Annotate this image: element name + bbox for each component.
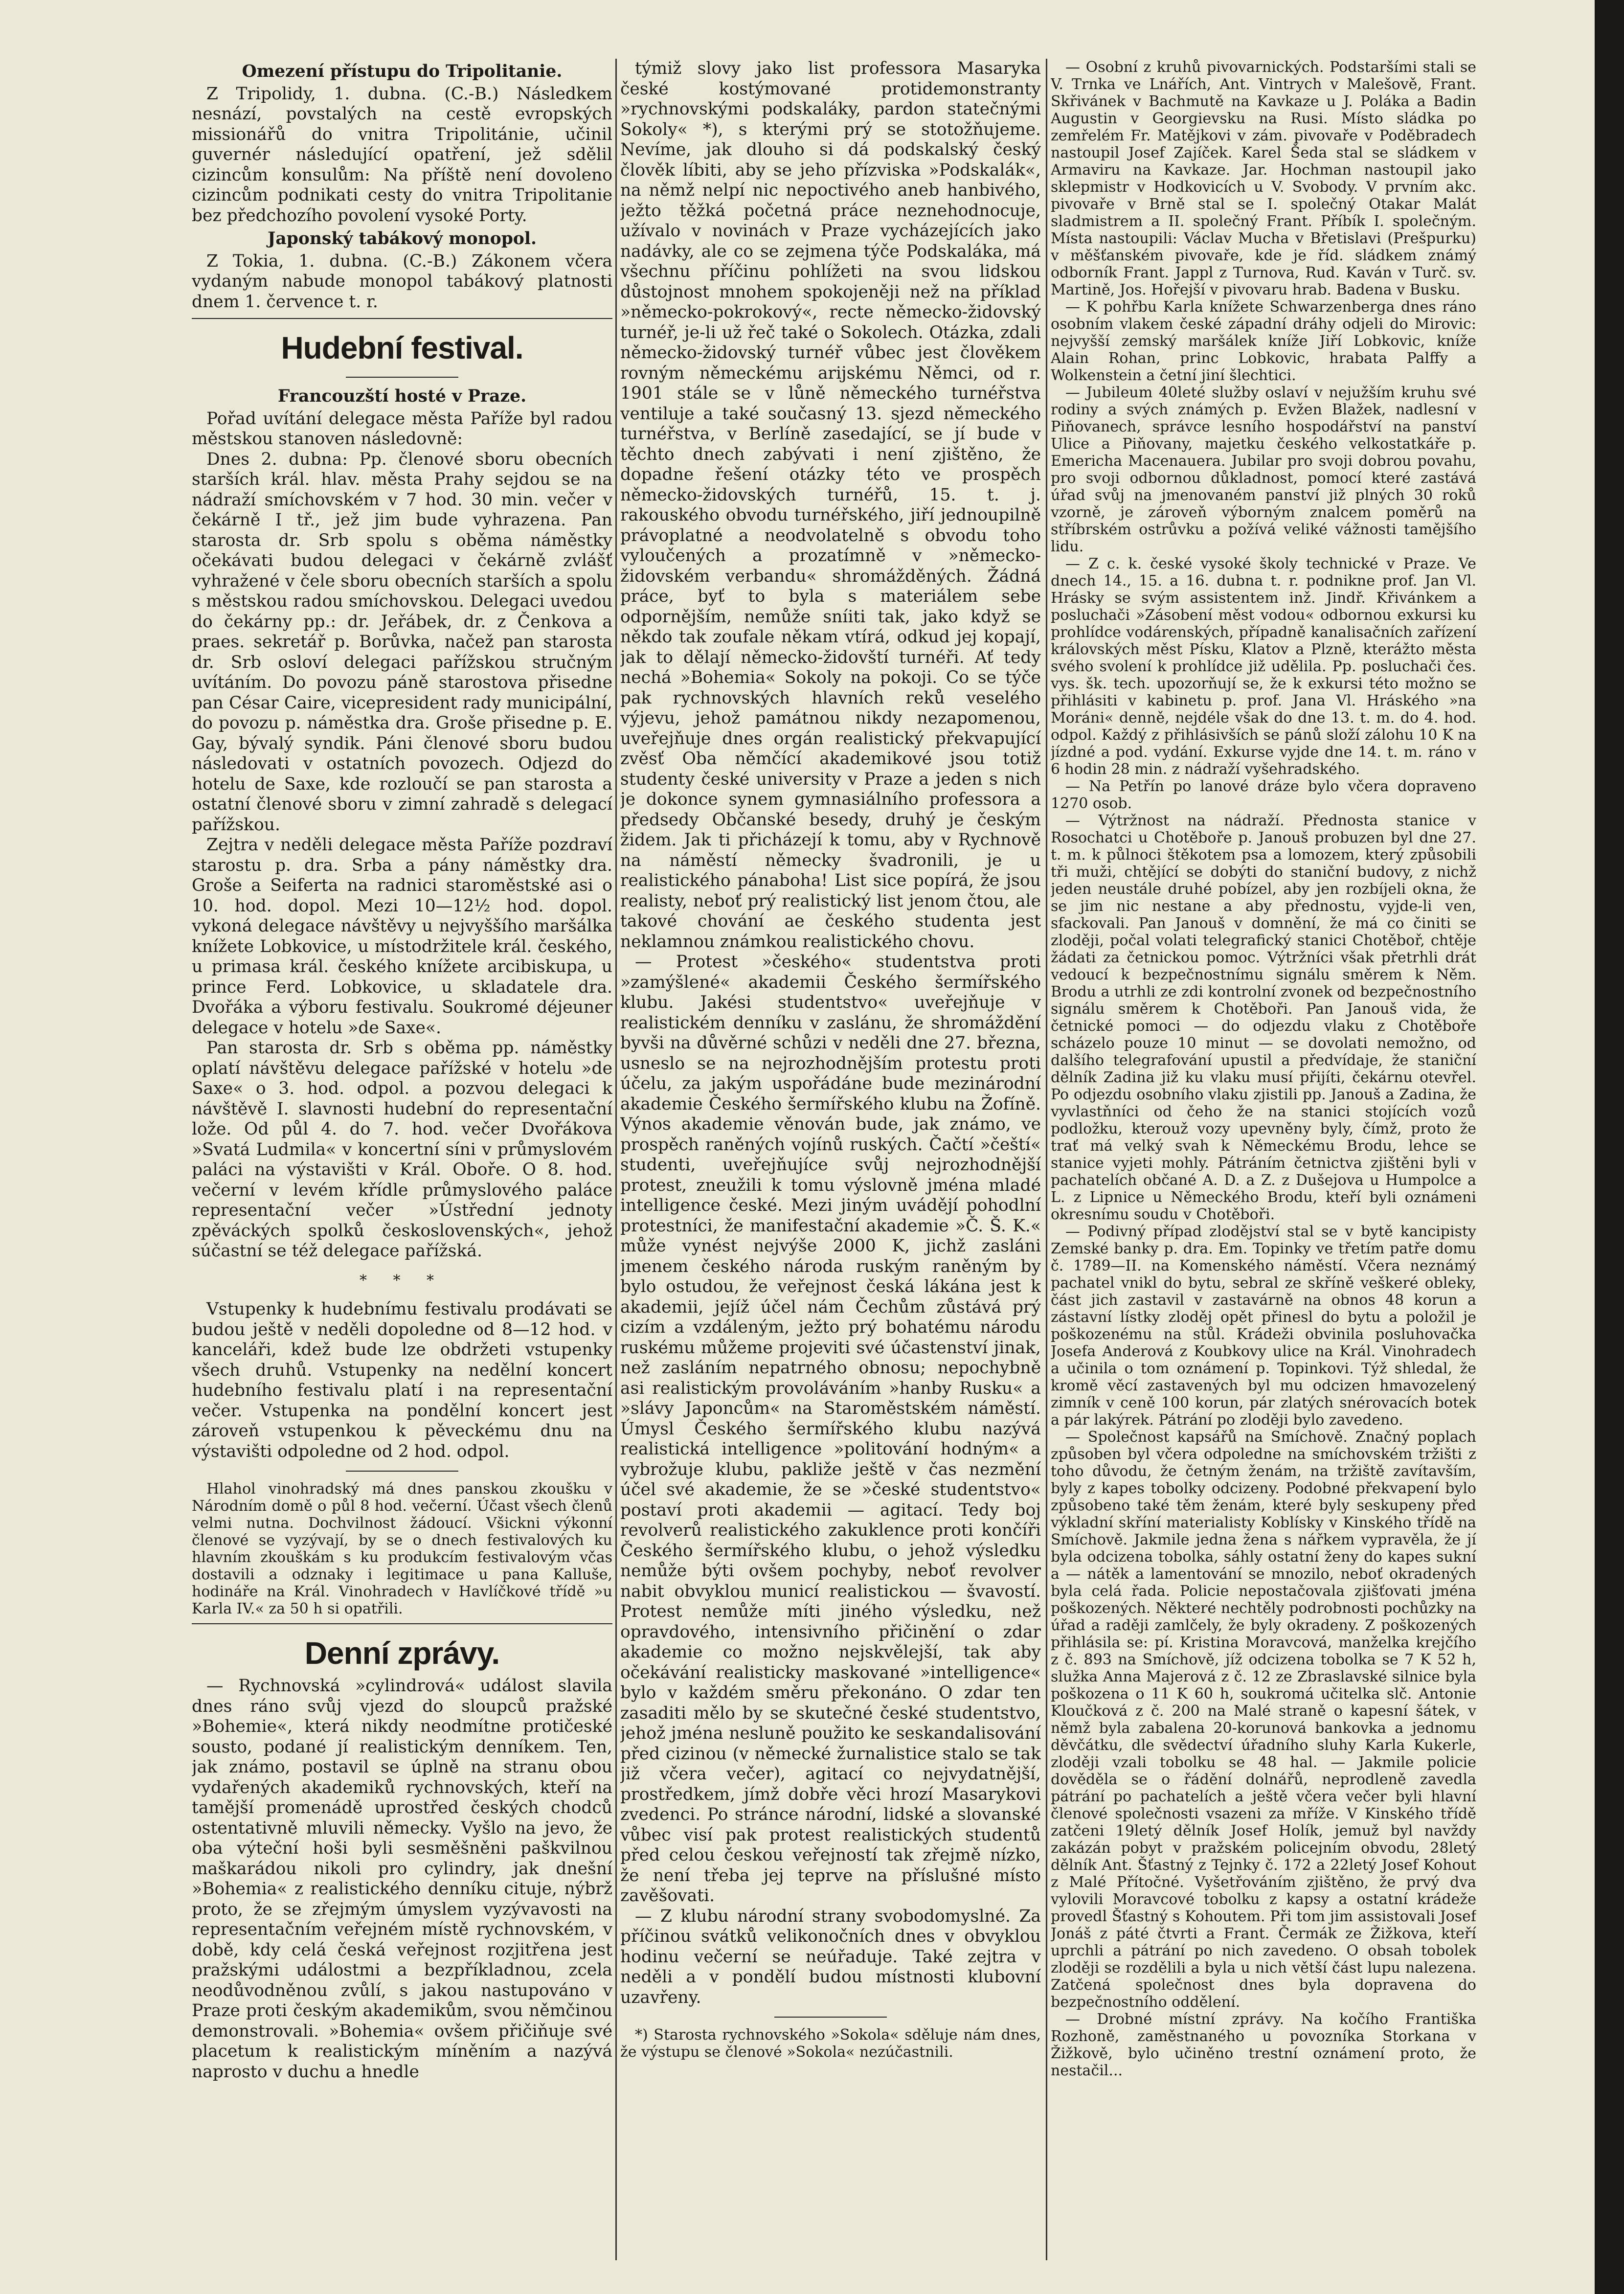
article-vytrznost: — Výtržnost na nádraží. Přednosta stanice v Rosochatci u Chotěboře p. Janouš probuzen byl dne 27. t. m. k půlnoci štěkotem psa a lomozem, který způsobili tři muži, chtějící se dobýti do staniční budovy, z nichž jeden neustále druhé pobízel, aby jen rozbíjeli okna, že se jim nic nestane a aby přednostu, vyjde-li ven, sfackovali. Pan Janouš v domnění, že má co činiti se zloději, počal volati telegrafický stanici Chotěboř, chtěje žádati za četnickou pomoc. Výtržníci však přetrhli drát vedoucí k bezpečnostnímu signálu směrem k Něm. Brodu a utrhli ze zdi kontrolní zvonek od bezpečnostního signálu směrem k Chotěboři. Pan Janouš vida, že četnické pomoci — do odjezdu vlaku z Chotěboře scházelo pouze 10 minut — se dovolati nemožno, od dalšího telegrafování upustil a předvídaje, že staniční dělník Zadina již ku vlaku musí přijíti, čekárnu otevřel. Po odjezdu osobního vlaku zjistili pp. Janouš a Zadina, že vyvlastňníci od čeho že na stanici stojících vozů podložku, kterouž vozy upevněny byly, čímž, proto že trať má velký svah k Německému Brodu, lehce se stanice vyjeti mohly. Pátráním četnictva zjištěni byli v pachatelích občané A. D. a Z. z Dušejova u Humpolce a L. z Lipnice u Německého Brodu, kteří byli oznámeni okresnímu soudu v Chotěboři. <box>1051 812 1476 1223</box>
article-rychnov: — Rychnovská »cylindrová« událost slavila dnes ráno svůj vjezd do sloupců pražské »Bohemie«, která nikdy neodmítne protičeské sousto, podané jí realistickým denníkem. Ten, jak známo, postavil se úplně na stranu obou vydařených akademiků rychnovských, kteří na tamější promenádě uprostřed českých chodců ostentativně mluvili německy. Vyšlo na jevo, že oba výteční hoši byli sesměšněni paškvilnou maškarádou nikoli pro cylindry, jak dnešní »Bohemia« z realistického denníku cituje, nýbrž proto, že se zřejmým úmyslem vyzývavosti na representačním veřejném místě rychnovském, v době, kdy celá česká veřejnost rozjitřena jest pražskými událostmi a bezpříkladnou, zcela neodůvodněnou zvůlí, s jakou nastupováno v Praze proti českým akademikům, svou němčinou demonstrovali. »Bohemia« ovšem přičiňuje své placetum k realistickým míněním a nazývá naprosto v duchu a hnedle <box>192 1676 612 2082</box>
article-skola: — Z c. k. české vysoké školy technické v Praze. Ve dnech 14., 15. a 16. dubna t. r. podnikne prof. Jan Vl. Hrásky se svým assistentem inž. Jindř. Křivánkem a posluchači »Zásobení měst vodou« odbornou exkursi ku prohlídce vodárenských, případně kanalisačních zařízení královských měst Písku, Klatov a Plzně, kterážto města svého svolení k prohlídce již udělila. Pp. posluchači čes. vys. šk. tech. upozorňují se, že k exkursi této možno se přihlásiti v kabinetu p. prof. Jana Vl. Hráského »na Moráni« denně, nejdéle však do dne 13. t. m. do 4. hod. odpol. Každý z přihlásivších se pánů složí zálohu 10 K na jízdné a pod. vydání. Exkurse vyjde dne 14. t. m. ráno v 6 hodin 28 min. z nádraží vyšehradského. <box>1051 555 1476 778</box>
page-edge <box>1595 0 1624 2294</box>
article-rychnov-cont: týmiž slovy jako list professora Masaryka české kostýmované protidemonstranty »rychnovskými podskaláky, pardon statečnými Sokoly« *), s kterými prý se stotožňujeme. Nevíme, jak dlouho si dá podskalský český člověk líbiti, aby se jeho přízviska »Podskalák«, na němž nelpí nic nepoctivého aneb hanbivého, ježto těžká početná práce neznehodnocuje, užívalo v novinách v Praze vycházejících jako nadávky, ale co se zejmena týče Podskaláka, má všechnu příčinu pohlížeti na svou lidskou důstojnost mnohem spokojeněji než na příklad »německo-pokrokový«, recte německo-židovský turnéř, je-li už řeč také o Sokolech. Otázka, zdali německo-židovský turnéř vůbec jest člověkem rovným německému arijskému Němci, od r. 1901 stále se v lůně německého turnéřstva ventiluje a také současný 13. sjezd německého turnéřstva, v Berlíně zasedající, se jí bude v těchto dnech zabývati i není zjištěno, že dopadne řešení otázky této ve prospěch německo-židovských turnéřů, 15. t. j. rakouského obvodu turnéřského, jiří jednoupilně právoplatné a neodvolatelně s obvodu toho vyloučených a prozatímně v »německo-židovském verbandu« shromážděných. Žádná práce, byť to byla s materiálem sebe odpornějším, nemůže sníiti tak, jako když se někdo tak zoufale někam vtírá, odkud jej kopají, jak to dělají německo-židovští turnéři. Ať tedy nechá »Bohemia« Sokoly na pokoji. Co se týče pak rychnovských hlavních reků veselého výjevu, jehož památnou nikdy nezapomenou, uveřejňuje dnes orgán realistický překvapující zvěsť Oba němčící akademikové jsou totiž studenty české university v Praze a jeden s nich je dokonce synem gymnasiálního professora a předsedy Občanské besedy, druhý je českým židem. Jak ti přicházejí k tomu, aby v Rychnově na náměstí německy švadronili, je u realistického pánaboha! List sice popírá, že jsou realisty, neboť prý realistický list jenom čtou, ale takové chování ae českého studenta jest neklamnou známkou realistického chovu. <box>620 59 1041 952</box>
article-fr-4: Pan starosta dr. Srb s oběma pp. náměstky oplatí návštěvu delegace pařížské v hotelu »de Saxe« o 3. hod. odpol. a pozvou delegaci k návštěvě I. slavnosti hudební do representační lože. Od půl 4. do 7. hod. večer Dvořákova »Svatá Ludmila« v koncertní síni v průmyslovém paláci na výstavišti v Král. Oboře. O 8. hod. večerní v levém křídle průmyslového paláce representační večer »Ústřední jednoty zpěváckých spolků československých«, jehož súčastní se též delegace pařížská. <box>192 1038 612 1261</box>
column-3 <box>1051 59 1476 2270</box>
section-title-denni: Denní zprávy. <box>304 1635 500 1671</box>
column-1 <box>192 59 612 2270</box>
column-rule <box>615 59 617 2260</box>
article-japan: Z Tokia, 1. dubna. (C.-B.) Zákonem včera vydaným nabude monopol tabákový platnosti dnem 1. července t. r. <box>192 251 612 312</box>
short-rule <box>346 1471 458 1472</box>
article-hlahol: Hlahol vinohradský má dnes panskou zkoušku v Národním domě o půl 8 hod. večerní. Účast všech členů velmi nutna. Dochvilnost žádoucí. Všickni výkonní členové se vyzývají, by se o dnech festivalových ku hlavním zkouškám s ku produkcím festivalovým včas dostavili a odznaky i legitimace u pana Kalluše, hodináře na Král. Vinohradech v Havlíčkové třídě »u Karla IV.« za 50 h si opatřili. <box>192 1480 612 1617</box>
article-podivny: — Podivný případ zlodějství stal se v bytě kancipisty Zemské banky p. dra. Em. Topinky ve třetím patře domu č. 1789—II. na Komenského náměstí. Včera neznámý pachatel vnikl do bytu, sebral ze skříně veškeré obleky, část jich zastavil v zastavárně na obnos 48 korun a zástavní lístky zloděj opět přinesl do bytu a položil je poškozenému na stůl. Krádeži obvinila posluhovačka Josefa Anderová z Koubkovy ulice na Král. Vinohradech a učinila o tom oznámení p. Topinkovi. Týž shledal, že kromě věcí zastavených byl mu odcizen hmavozelený zimník v ceně 100 korun, pár zlatých snérovacích botek a pár lakýrek. Pátrání po zloději bylo zavedeno. <box>1051 1223 1476 1429</box>
article-osobni: — Osobní z kruhů pivovarnických. Podstaršími stali se V. Trnka ve Lnářích, Ant. Vintrych v Malešově, Frant. Skřivánek v Bachmutě na Kavkaze u J. Poláka a Badin Augustin v Georgievsku na Rusi. Místo sládka po zemřelém Fr. Matějkovi v zám. pivovaře v Poděbradech nastoupil Josef Zajíček. Karel Šeda stal se sládkem v Armaviru na Kavkaze. Jar. Hochman nastoupil jako sklepmistr v Hodkovicích u V. Svobody. V prvním akc. pivovaře v Brně stal se I. společný Otakar Malát sladmistrem a II. společný Frant. Příbík I. společným. Místa nastoupili: Václav Mucha v Břetislavi (Prešpurku) v měšťanském pivovaře, kde je říd. sládkem známý odborník Frant. Jappl z Turnova, Rud. Kaván v Turč. sv. Martině, Jos. Hořejší v pivovaru hrab. Badena v Busku. <box>1051 59 1476 298</box>
divider <box>192 1623 612 1624</box>
short-rule <box>346 377 458 378</box>
article-klub: — Z klubu národní strany svobodomyslné. Za příčinou svátků velikonočních dnes v obvyklou hodinu večerní se neúřaduje. Také zejtra v neděli a v pondělí budou místnosti klubovní uzavřeny. <box>620 1906 1041 2007</box>
article-fr-1: Pořad uvítání delegace města Paříže byl radou městskou stanoven následovně: <box>192 409 612 449</box>
heading-tripolis: Omezení přístupu do Tripolitanie. <box>242 62 563 81</box>
stars-separator: * * * <box>359 1272 445 1289</box>
column-2 <box>620 59 1041 2270</box>
divider <box>192 318 612 319</box>
article-protest: — Protest »českého« studentstva proti »zamýšlené« akademii Českého šermířského klubu. Jakési studentstvo« uveřejňuje v realistickém denníku v zaslánu, že shromáždění byvši na důvěrné schůzi v neděli dne 27. března, usneslo se na nejrozhodnějším protestu proti účelu, za jakým uspořádáne bude mezinárodní akademie Českého šermířského klubu na Žofíně. Výnos akademie věnován bude, jak známo, ve prospěch raněných vojínů ruských. Čačtí »čeští« studenti, uveřejňujíce svůj nejrozhodnější protest, zneužili k tomu výslovně jména mladé intelligence české. Mezi jiným uvádějí pohodlní protestníci, že manifestační akademie »Č. Š. K.« může vynést nejvýše 2000 K, jichž zasláni jmenem českého národa ruským raněným by bylo ostudou, že veřejnost česká lákána jest k akademii, jejíž účel nám Čechům zůstává prý cizím a vzdáleným, ježto prý bohatému národu ruskému můžeme projeviti své účastenství jinak, než zasláním nepatrného obnosu; nepochybně asi realistickým provoláváním »hanby Rusku« a »slávy Japoncům« na Staroměstském náměstí. Úmysl Českého šermířského klubu nazývá realistická intelligence »politování hodným« a vybrožuje klubu, pakliže ještě v čas nezmění účel své akademie, že se »české studentstvo« postaví proti akademii — agitací. Tedy boj revolverů realistického zakuklence proti končíři Českého šermířského klubu, o jehož výsledku nemůže býti ovšem pochyby, neboť revolver nabit obvyklou municí realistickou — švavostí. Protest nemůže míti jiného výsledku, než opravdového, intensivního přičinění o zdar akademie co možno nejskvělejší, tak aby očekávání realisticky maskované »intelligence« bylo v každém směru překonáno. O zdar ten zasaditi mělo by se skutečné české studentstvo, jehož jména nesluně použito ke seskandalisování před cizinou (v německé žurnalistice stalo se tak již včera večer), agitací co nejvydatnější, prostředkem, jímž dobře věci hrozí Masarykovi zvedenci. Po stránce národní, lidské a slovanské vůbec visí pak protest realistických studentů před celou českou veřejností tak zřejmě nízko, že není třeba jej teprve na příslušné místo zavěšovati. <box>620 952 1041 1906</box>
article-fr-3: Zejtra v neděli delegace města Paříže pozdraví starostu p. dra. Srba a pány náměstky dra. Groše a Seiferta na radnici staroměstské asi o 10. hod. dopol. Mezi 10—12½ hod. dopol. vykoná delegace návštěvy u nejvyššího maršálka knížete Lobkovice, u místodržitele král. českého, u primasa král. českého knížete arcibiskupa, u prince Ferd. Lobkovice, u skladatele dra. Dvořáka a výboru festivalu. Soukromé déjeuner delegace v hotelu »de Saxe«. <box>192 835 612 1038</box>
short-rule <box>774 2017 887 2018</box>
heading-francouzsti: Francouzští hosté v Praze. <box>277 386 527 406</box>
article-kapsari: — Společnost kapsářů na Smíchově. Značný poplach způsoben byl včera odpoledne na smíchovském tržišti z toho důvodu, že četným ženám, na tržiště zavítavším, byly z kapes tobolky odcizeny. Podobné překvapení bylo způsobeno také těm ženám, které byly seskupeny před výkladní skříní materialisty Koblísky v Kinského třídě na Smíchově. Jakmile jedna žena s nářkem vypravěla, že jí byla odcizena tobolka, sáhly ostatní ženy do kapes sukní a — nátěk a lamentování se mnozilo, neboť okradených byla celá řada. Policie nepostačovala zjišťovati jména poškozených. Některé nechtěly podrobnosti pochůzky na úřad a raději zamlčely, že byly okradeny. Z poškozených přihlásila se: pí. Kristina Moravcová, manželka krejčího z č. 893 na Smíchově, jíž odcizena tobolka se 7 K 52 h, služka Anna Majerová z č. 12 ze Zbraslavské silnice byla poškozena o 11 K 60 h, soukromá učitelka slč. Antonie Kloučková z č. 200 na Malé straně o kapesní šátek, v němž byla zabalena 20-korunová bankovka a jednomu děvčátku, dle svědectví úřadního sluhy Karla Kukerle, zloději vzali tobolku se 48 hal. — Jakmile policie dověděla se o řádění dolnářů, neprodleně zavedla pátrání po pachatelích a ještě včera večer byli hlavní členové společnosti vsazeni za mříže. V Kinského třídě zatčeni 19letý dělník Josef Holík, jemuž byl navždy zakázán pobyt v pražském policejním obvodu, 28letý dělník Ant. Šťastný z Tejnky č. 172 a 22letý Josef Kohout z Malé Přítočné. Vyšetřováním zjištěno, že prvý dva vylovili Moravcové tobolku z kapsy a ostatní krádeže provedl Šťastný s Kohoutem. Při tom jim assistovali Josef Jonáš z páté čtvrti a Frant. Čermák ze Žižkova, kteří uprchli a pátrání po nich zavedeno. O obsah tobolek zloději se rozdělili a byla u nich větší část lupu nalezena. Zatčená společnost dnes byla dopravena do bezpečnostního oddělení. <box>1051 1429 1476 2011</box>
article-pohreb: — K pohřbu Karla knížete Schwarzenberga dnes ráno osobním vlakem české západní dráhy odjeli do Mirovic: nejvyšší zemský maršálek kníže Jiří Lobkovic, kníže Alain Rohan, princ Lobkovic, hrabata Palffy a Wolkenstein a četní jiní šlechtici. <box>1051 298 1476 384</box>
article-tripolis: Z Tripolidy, 1. dubna. (C.-B.) Následkem nesnází, povstalých na cestě evropských missionářů do vnitra Tripolitánie, učinil guvernér následující opatření, jež sdělil cizincům konsulům: Na příště není dovoleno cizincům podnikati cesty do vnitra Tripolitanie bez předchozího povolení vysoké Porty. <box>192 84 612 226</box>
heading-japan: Japonský tabákový monopol. <box>268 229 537 249</box>
article-fr-2: Dnes 2. dubna: Pp. členové sboru obecních starších král. hlav. města Prahy sejdou se na nádraží smíchovském v 7 hod. 30 min. večer v čekárně I tř., jež jim bude vyhrazena. Pan starosta dr. Srb spolu s oběma náměstky očekávati budou delegaci v čekárně zvlášť vyhražené v čele sboru obecních starších a spolu s městskou radou smíchovskou. Delegaci uvedou do čekárny pp.: dr. Jeřábek, dr. z Čenkova a praes. sekretář p. Borůvka, načež pan starosta dr. Srb osloví delegaci pařížskou stručným uvítáním. Do povozu páně starostova přisedne pan César Caire, vicepresident rady municipální, do povozu p. náměstka dra. Groše přisedne p. E. Gay, bývalý syndik. Páni členové sboru budou následovati v ostatních povozech. Odjezd do hotelu de Saxe, kde rozloučí se pan starosta a ostatní členové sboru v zimní zahradě s delegací pařížskou. <box>192 449 612 835</box>
article-jubileum: — Jubileum 40leté služby oslaví v nejužším kruhu své rodiny a svých známých p. Evžen Blažek, nadlesní v Piňovanech, správce lesního hospodářství na panství Ulice a Piňovany, majetku českého velkostatkáře p. Emericha Macenauera. Jubilar pro svoji dobrou povahu, pro svoji odbornou důkladnost, pomocí které zastává úřad svůj na jmenovaném panství již plných 30 roků vzorně, je zároveň výborným znalcem poměrů na stříbrském ostrůvku a požívá veliké vážnosti tamějšího lidu. <box>1051 384 1476 555</box>
article-drobne: — Drobné místní zprávy. Na kočího Františka Rozhoně, zaměstnaného u povozníka Storkana v Žižkově, bylo učiněno trestní oznámení proto, že nestačil... <box>1051 2011 1476 2079</box>
article-vstupenky: Vstupenky k hudebnímu festivalu prodávati se budou ještě v neděli dopoledne od 8—12 hod. v kanceláři, kdež bude lze obdržeti vstupenky všech druhů. Vstupenky na nedělní koncert hudebního festivalu platí i na representační večer. Vstupenka na pondělní koncert jest zároveň vstupenkou k pěveckému dnu na výstavišti odpoledne od 2 hod. odpol. <box>192 1299 612 1461</box>
article-petin: — Na Petřín po lanové dráze bylo včera dopraveno 1270 osob. <box>1051 778 1476 812</box>
column-rule <box>1046 59 1047 2260</box>
footnote: *) Starosta rychnovského »Sokola« sděluje nám dnes, že výstupu se členové »Sokola« nezúčastnili. <box>620 2026 1041 2061</box>
section-title-festival: Hudební festival. <box>281 330 523 365</box>
